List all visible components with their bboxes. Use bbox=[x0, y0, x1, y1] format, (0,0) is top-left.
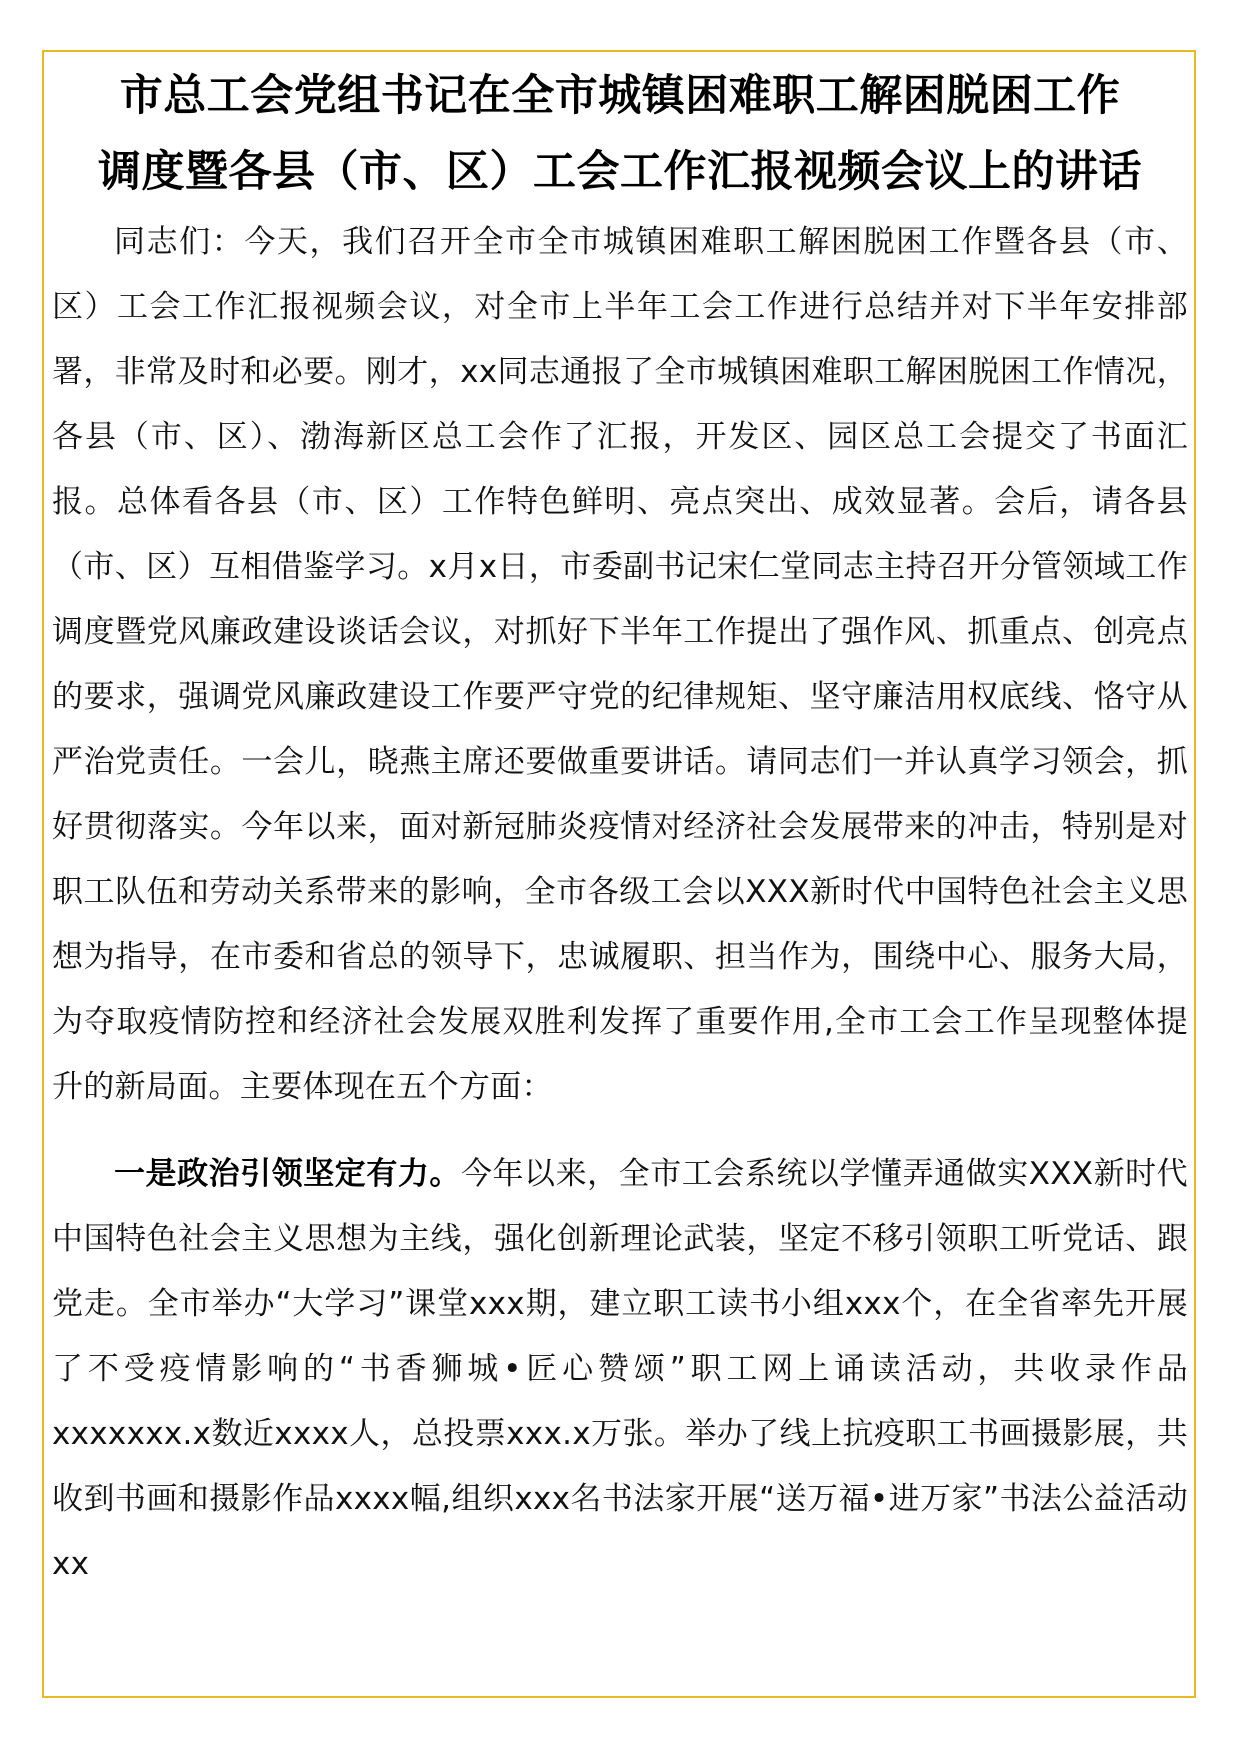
document-body bbox=[52, 58, 1188, 1597]
document-title bbox=[52, 58, 1188, 210]
paragraph-political-leadership bbox=[52, 1142, 1188, 1597]
paragraph-body-text: 今年以来，全市工会系统以学懂弄通做实XXX新时代中国特色社会主义思想为主线，强化创新理论武装，坚定不移引领职工听党话、跟党走。全市举办“大学习”课堂xxx期，建立职工读书小组xxx个，在全省率先开展了不受疫情影响的“书香狮城•匠心赞颂”职工网上诵读活动，共收录作品xxxxxxx.x数近xxxx人，总投票xxx.x万张。举办了线上抗疫职工书画摄影展，共收到书画和摄影作品xxxx幅,组织xxx名书法家开展“送万福•进万家”书法公益活动xx bbox=[52, 1156, 1188, 1582]
title-line-2: 调度暨各县（市、区）工会工作汇报视频会议上的讲话 bbox=[98, 147, 1142, 197]
paragraph-opening: 同志们：今天，我们召开全市全市城镇困难职工解困脱困工作暨各县（市、区）工会工作汇报视频会议，对全市上半年工会工作进行总结并对下半年安排部署，非常及时和必要。刚才，xx同志通报了全市城镇困难职工解困脱困工作情况，各县（市、区）、渤海新区总工会作了汇报，开发区、园区总工会提交了书面汇报。总体看各县（市、区）工作特色鲜明、亮点突出、成效显著。会后，请各县（市、区）互相借鉴学习。x月x日，市委副书记宋仁堂同志主持召开分管领域工作调度暨党风廉政建设谈话会议，对抓好下半年工作提出了强作风、抓重点、创亮点的要求，强调党风廉政建设工作要严守党的纪律规矩、坚守廉洁用权底线、恪守从严治党责任。一会儿，晓燕主席还要做重要讲话。请同志们一并认真学习领会，抓好贯彻落实。今年以来，面对新冠肺炎疫情对经济社会发展带来的冲击，特别是对职工队伍和劳动关系带来的影响，全市各级工会以XXX新时代中国特色社会主义思想为指导，在市委和省总的领导下，忠诚履职、担当作为，围绕中心、服务大局，为夺取疫情防控和经济社会发展双胜利发挥了重要作用,全市工会工作呈现整体提升的新局面。主要体现在五个方面： bbox=[52, 224, 1188, 1105]
paragraph-lead-heading: 一是政治引领坚定有力。 bbox=[114, 1156, 461, 1192]
title-line-1: 市总工会党组书记在全市城镇困难职工解困脱困工作 bbox=[119, 71, 1121, 121]
